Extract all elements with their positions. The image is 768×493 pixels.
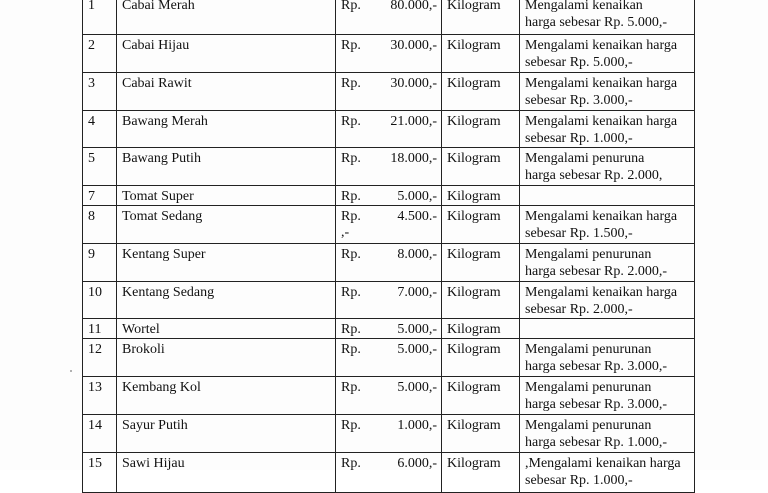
commodity-cell	[117, 377, 336, 415]
price-amount: 80.000,-	[390, 0, 437, 13]
price-cell	[336, 206, 442, 244]
row-number: 8	[88, 209, 95, 224]
commodity-name: Tomat Super	[122, 189, 194, 204]
row-number-cell	[83, 282, 117, 319]
note-cell	[520, 319, 695, 339]
table-row	[83, 453, 695, 493]
table-row	[83, 415, 695, 453]
currency-label: Rp.	[341, 418, 361, 433]
currency-label: Rp.	[341, 114, 361, 129]
unit-cell	[442, 148, 520, 186]
note-line: Mengalami kenaikan harga	[525, 76, 678, 91]
note-cell	[520, 206, 695, 244]
price-amount: 30.000,-	[390, 76, 437, 91]
currency-label: Rp.	[341, 189, 361, 204]
note-line: Mengalami kenaikan	[525, 0, 643, 13]
row-number-cell	[83, 339, 117, 377]
currency-label: Rp.	[341, 322, 361, 337]
commodity-name: Sawi Hijau	[122, 456, 185, 471]
note-cell	[520, 111, 695, 148]
row-number-cell	[83, 244, 117, 282]
price-cell	[336, 415, 442, 453]
note-cell	[520, 244, 695, 282]
currency-label: Rp.	[341, 151, 361, 166]
price-amount: 21.000,-	[390, 114, 437, 129]
note-line: Mengalami penuruna	[525, 151, 645, 166]
commodity-name: Brokoli	[122, 342, 165, 357]
unit-cell	[442, 377, 520, 415]
table-row	[83, 186, 695, 206]
unit-cell	[442, 282, 520, 319]
note-line: harga sebesar Rp. 2.000,-	[525, 264, 668, 279]
row-number-cell	[83, 319, 117, 339]
commodity-name: Tomat Sedang	[122, 209, 203, 224]
note-cell	[520, 148, 695, 186]
note-line: sebesar Rp. 1.000,-	[525, 473, 633, 488]
unit-label: Kilogram	[447, 380, 501, 395]
commodity-cell	[117, 244, 336, 282]
price-amount: 1.000,-	[397, 418, 437, 433]
currency-label: Rp.	[341, 247, 361, 262]
note-cell	[520, 186, 695, 206]
row-number: 13	[88, 380, 102, 395]
price-cell	[336, 339, 442, 377]
row-number-cell	[83, 0, 117, 35]
commodity-name: Kentang Super	[122, 247, 206, 262]
price-extra-mark: ,-	[341, 225, 350, 240]
row-number-cell	[83, 148, 117, 186]
note-line: Mengalami kenaikan harga	[525, 285, 678, 300]
row-number: 14	[88, 418, 102, 433]
table-row	[83, 319, 695, 339]
unit-label: Kilogram	[447, 322, 501, 337]
unit-cell	[442, 415, 520, 453]
table-row	[83, 339, 695, 377]
commodity-name: Cabai Hijau	[122, 38, 190, 53]
currency-label: Rp.	[341, 76, 361, 91]
price-amount: 6.000,-	[397, 456, 437, 471]
unit-cell	[442, 35, 520, 73]
price-amount: 5.000,-	[397, 342, 437, 357]
unit-label: Kilogram	[447, 114, 501, 129]
commodity-cell	[117, 111, 336, 148]
row-number: 9	[88, 247, 95, 262]
note-line: sebesar Rp. 1.500,-	[525, 226, 633, 241]
unit-label: Kilogram	[447, 342, 501, 357]
unit-label: Kilogram	[447, 209, 501, 224]
row-number-cell	[83, 206, 117, 244]
price-cell	[336, 35, 442, 73]
unit-label: Kilogram	[447, 151, 501, 166]
price-cell	[336, 111, 442, 148]
unit-label: Kilogram	[447, 76, 501, 91]
table-row	[83, 244, 695, 282]
note-line: Mengalami kenaikan harga	[525, 38, 678, 53]
commodity-name: Kentang Sedang	[122, 285, 215, 300]
row-number: 1	[88, 0, 95, 13]
price-cell	[336, 0, 442, 35]
table-row	[83, 148, 695, 186]
commodity-cell	[117, 186, 336, 206]
price-cell	[336, 377, 442, 415]
unit-cell	[442, 0, 520, 35]
price-amount: 7.000,-	[397, 285, 437, 300]
unit-cell	[442, 244, 520, 282]
currency-label: Rp.	[341, 38, 361, 53]
row-number: 2	[88, 38, 95, 53]
currency-label: Rp.	[341, 342, 361, 357]
price-cell	[336, 73, 442, 111]
unit-cell	[442, 73, 520, 111]
price-amount: 5.000,-	[397, 380, 437, 395]
note-line: Mengalami kenaikan harga	[525, 114, 678, 129]
unit-cell	[442, 206, 520, 244]
commodity-name: Bawang Putih	[122, 151, 201, 166]
commodity-name: Sayur Putih	[122, 418, 188, 433]
price-cell	[336, 148, 442, 186]
currency-label: Rp.	[341, 380, 361, 395]
table-body	[83, 0, 695, 493]
commodity-cell	[117, 415, 336, 453]
note-line: sebesar Rp. 2.000,-	[525, 302, 633, 317]
table-row	[83, 377, 695, 415]
note-line: harga sebesar Rp. 2.000,	[525, 168, 663, 183]
commodity-cell	[117, 453, 336, 493]
note-cell	[520, 377, 695, 415]
table-row	[83, 73, 695, 111]
unit-label: Kilogram	[447, 418, 501, 433]
unit-cell	[442, 453, 520, 493]
commodity-cell	[117, 0, 336, 35]
row-number: 10	[88, 285, 102, 300]
note-line: Mengalami penurunan	[525, 380, 652, 395]
commodity-name: Wortel	[122, 322, 160, 337]
price-cell	[336, 244, 442, 282]
note-cell	[520, 0, 695, 35]
commodity-cell	[117, 73, 336, 111]
price-cell	[336, 186, 442, 206]
price-amount: 30.000,-	[390, 38, 437, 53]
commodity-cell	[117, 206, 336, 244]
commodity-cell	[117, 282, 336, 319]
note-cell	[520, 339, 695, 377]
price-cell	[336, 453, 442, 493]
note-cell	[520, 35, 695, 73]
note-cell	[520, 415, 695, 453]
row-number-cell	[83, 377, 117, 415]
note-line: harga sebesar Rp. 5.000,-	[525, 15, 668, 30]
row-number-cell	[83, 186, 117, 206]
commodity-cell	[117, 319, 336, 339]
row-number: 4	[88, 114, 95, 129]
price-amount: 8.000,-	[397, 247, 437, 262]
row-number-cell	[83, 111, 117, 148]
unit-cell	[442, 319, 520, 339]
note-line: Mengalami penurunan	[525, 342, 652, 357]
table-row	[83, 35, 695, 73]
commodity-name: Cabai Rawit	[122, 76, 192, 91]
table-row	[83, 282, 695, 319]
note-line: Mengalami kenaikan harga	[525, 209, 678, 224]
row-number: 15	[88, 456, 102, 471]
note-line: harga sebesar Rp. 3.000,-	[525, 397, 668, 412]
note-line: sebesar Rp. 5.000,-	[525, 55, 633, 70]
unit-label: Kilogram	[447, 0, 501, 13]
row-number-cell	[83, 35, 117, 73]
row-number-cell	[83, 415, 117, 453]
commodity-name: Kembang Kol	[122, 380, 201, 395]
row-number: 12	[88, 342, 102, 357]
unit-label: Kilogram	[447, 189, 501, 204]
note-line: sebesar Rp. 3.000,-	[525, 93, 633, 108]
note-line: ,Mengalami kenaikan harga	[525, 456, 681, 471]
row-number-cell	[83, 453, 117, 493]
currency-label: Rp.	[341, 456, 361, 471]
currency-label: Rp.	[341, 285, 361, 300]
row-number-cell	[83, 73, 117, 111]
price-amount: 4.500.-	[397, 209, 437, 224]
scan-speck	[70, 370, 72, 372]
unit-cell	[442, 186, 520, 206]
price-amount: 5.000,-	[397, 189, 437, 204]
unit-label: Kilogram	[447, 247, 501, 262]
note-line: harga sebesar Rp. 3.000,-	[525, 359, 668, 374]
table-row	[83, 0, 695, 35]
note-cell	[520, 282, 695, 319]
note-line: harga sebesar Rp. 1.000,-	[525, 435, 668, 450]
note-line: Mengalami penurunan	[525, 247, 652, 262]
row-number: 7	[88, 189, 95, 204]
note-line: Mengalami penurunan	[525, 418, 652, 433]
unit-cell	[442, 339, 520, 377]
note-cell	[520, 453, 695, 493]
price-cell	[336, 282, 442, 319]
unit-cell	[442, 111, 520, 148]
commodity-cell	[117, 339, 336, 377]
commodity-name: Cabai Merah	[122, 0, 195, 13]
table-row	[83, 111, 695, 148]
unit-label: Kilogram	[447, 285, 501, 300]
price-amount: 5.000,-	[397, 322, 437, 337]
price-amount: 18.000,-	[390, 151, 437, 166]
currency-label: Rp.	[341, 0, 361, 13]
price-cell	[336, 319, 442, 339]
row-number: 11	[88, 322, 102, 337]
commodity-name: Bawang Merah	[122, 114, 208, 129]
table-row	[83, 206, 695, 244]
row-number: 3	[88, 76, 95, 91]
unit-label: Kilogram	[447, 38, 501, 53]
commodity-cell	[117, 148, 336, 186]
row-number: 5	[88, 151, 95, 166]
note-cell	[520, 73, 695, 111]
note-line: sebesar Rp. 1.000,-	[525, 131, 633, 146]
price-table	[82, 0, 695, 493]
currency-label: Rp.	[341, 209, 361, 224]
commodity-cell	[117, 35, 336, 73]
unit-label: Kilogram	[447, 456, 501, 471]
